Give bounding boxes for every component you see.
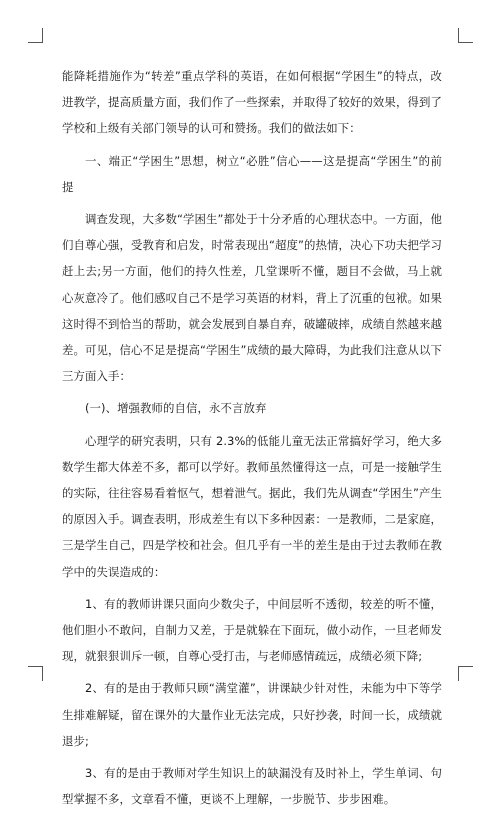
list-item-1: 1、有的教师讲课只面向少数尖子，中间层听不透彻，较差的听不懂，他们胆小不敢问，自制力又差，于是就躲在下面玩，做小动作，一旦老师发现，就狠狠训斥一顿，自尊心受打击，与老师感情疏远，成绩必须下降; — [62, 596, 442, 664]
subsection-heading-1: (一)、增强教师的自信，永不言放弃 — [85, 401, 267, 416]
paragraph-survey: 调查发现，大多数“学困生”都处于十分矛盾的心理状态中。一方面，他们自尊心强，受教育和启发，时常表现出“超度”的热情，决心下功夫把学习赶上去;另一方面，他们的持久性差，几堂课听不懂，题目不会做，马上就心灰意冷了。他们感叹自己不是学习英语的材料，背上了沉重的包袱。如果这时得不到恰当的帮助，就会发展到自暴自弃，破罐破摔，成绩自然越来越差。可见，信心不足是提高“学困生”成绩的最大障碍，为此我们注意从以下三方面入手： — [62, 212, 442, 384]
section-heading-1: 一、端正“学困生”思想，树立“必胜”信心——这是提高“学困生”的前提 — [62, 153, 442, 194]
crop-mark-bottom-right — [458, 666, 473, 681]
list-item-2: 2、有的是由于教师只顾“满堂灌”，讲课缺少针对性，未能为中下等学生排难解疑，留在课外的大量作业无法完成，只好抄袭，时间一长，成绩就退步; — [62, 681, 442, 748]
paragraph-intro: 能降耗措施作为“转差”重点学科的英语，在如何根据“学困生”的特点，改进教学，提高质量方面，我们作了一些探索，并取得了较好的效果，得到了学校和上级有关部门领导的认可和赞扬。我们的做法如下： — [62, 69, 442, 136]
crop-mark-bottom-left — [28, 666, 43, 681]
crop-mark-top-left — [28, 28, 43, 43]
list-item-3: 3、有的是由于教师对学生知识上的缺漏没有及时补上，学生单词、句型掌握不多，文章看不懂，更谈不上理解，一步脱节、步步困难。 — [62, 766, 442, 807]
document-body — [62, 63, 442, 818]
paragraph-psychology: 心理学的研究表明，只有 2.3%的低能儿童无法正常搞好学习，绝大多数学生都大体差不多，都可以学好。教师虽然懂得这一点，可是一接触学生的实际，往往容易看着怄气，想着泄气。据此，我们先从调查“学困生”产生的原因入手。调查表明，形成差生有以下多种因素：一是教师，二是家庭，三是学生自己，四是学校和社会。但几乎有一半的差生是由于过去教师在教学中的失误造成的： — [62, 433, 442, 579]
crop-mark-top-right — [458, 28, 473, 43]
